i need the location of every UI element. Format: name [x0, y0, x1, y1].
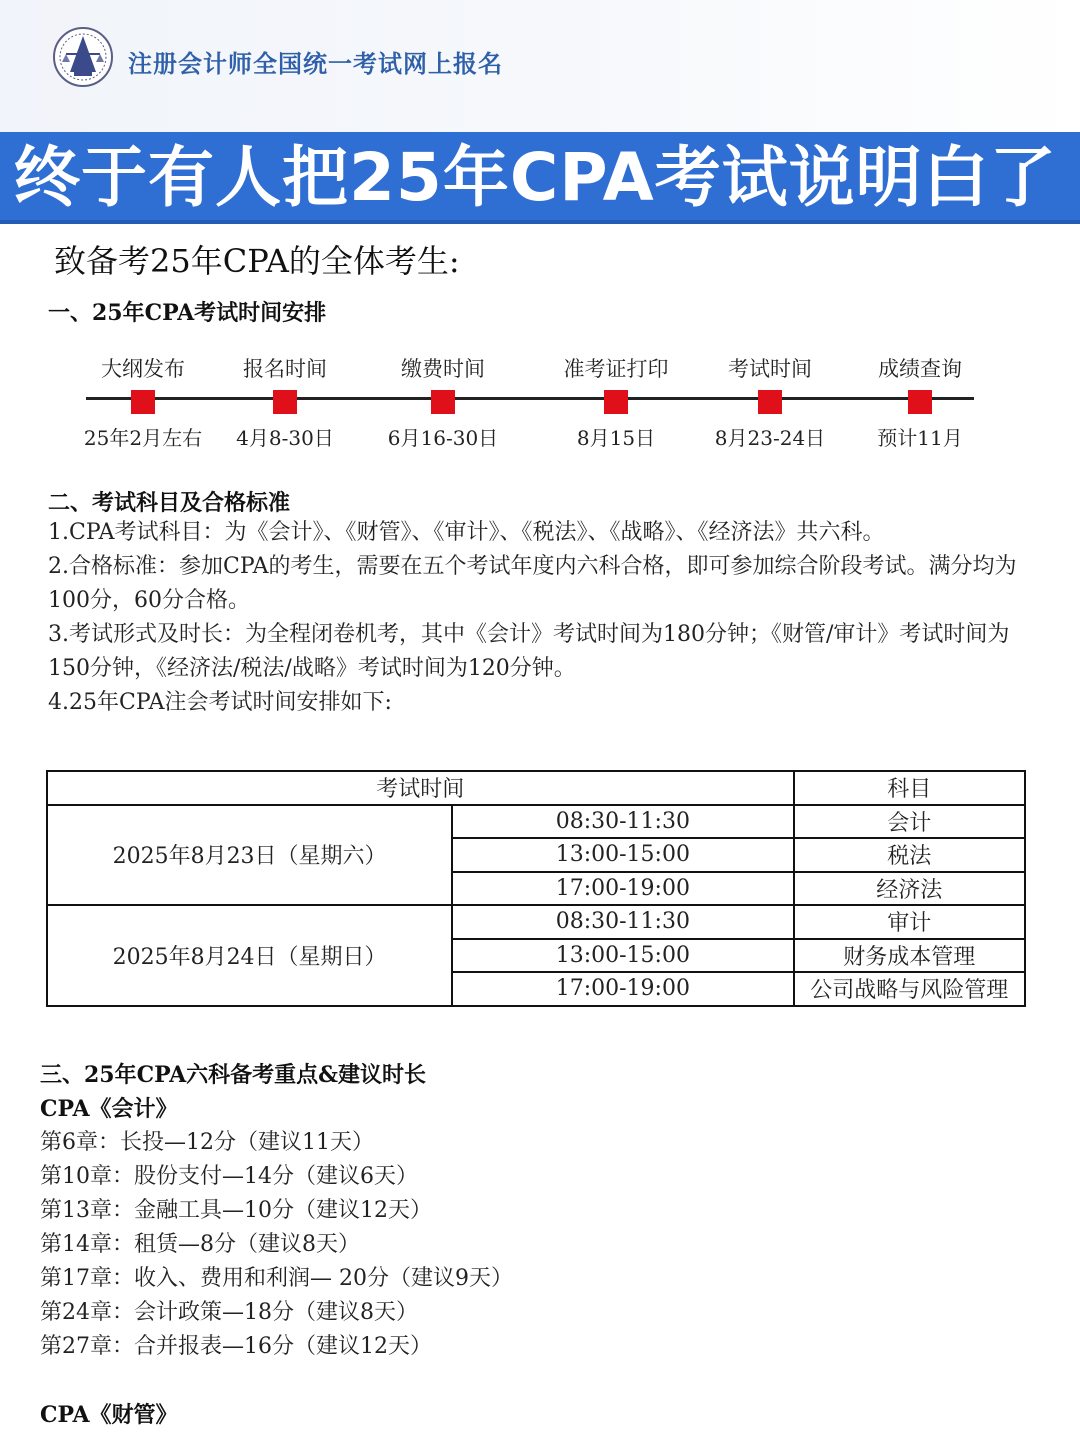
timeline-marker-icon — [273, 390, 297, 414]
time-cell: 17:00-19:00 — [452, 972, 793, 1006]
subject-cell: 经济法 — [794, 872, 1026, 906]
timeline-date: 8月23-24日 — [714, 426, 826, 450]
timeline-label: 报名时间 — [243, 357, 327, 381]
timeline-date: 25年2月左右 — [83, 426, 203, 450]
greeting: 致备考25年CPA的全体考生: — [54, 242, 460, 280]
subject-cell: 会计 — [794, 805, 1026, 839]
list-item: 第17章：收入、费用和利润— 20分（建议9天） — [40, 1266, 513, 1291]
section2-title: 二、考试科目及合格标准 — [48, 490, 291, 516]
timeline-marker-icon — [431, 390, 455, 414]
list-item: 第24章：会计政策—18分（建议8天） — [40, 1300, 418, 1325]
section3-title: 三、25年CPA六科备考重点&建议时长 — [40, 1062, 426, 1088]
section3 — [40, 1058, 1040, 1432]
timeline-item — [368, 354, 518, 451]
header-subject: 科目 — [794, 771, 1026, 805]
section2-paragraphs — [48, 516, 1033, 720]
accounting-title: CPA《会计》 — [40, 1096, 178, 1122]
timeline-date: 8月15日 — [576, 426, 656, 450]
timeline-date: 4月8-30日 — [236, 426, 334, 450]
day-cell: 2025年8月24日（星期日） — [47, 905, 452, 1006]
exam-schedule-table — [46, 770, 1026, 1007]
paragraph-format: 3.考试形式及时长：为全程闭卷机考，其中《会计》考试时间为180分钟；《财管/审计》考试时间为150分钟，《经济法/税法/战略》考试时间为120分钟。 — [48, 622, 1010, 681]
list-item: 第10章：股份支付—14分（建议6天） — [40, 1164, 418, 1189]
time-cell: 17:00-19:00 — [452, 872, 793, 906]
timeline-item — [695, 354, 845, 451]
subject-cell: 财务成本管理 — [794, 939, 1026, 973]
paragraph-standard: 2.合格标准：参加CPA的考生，需要在五个考试年度内六科合格，即可参加综合阶段考试。满分均为100分，60分合格。 — [48, 554, 1017, 613]
accounting-list — [40, 1126, 1040, 1364]
paragraph-schedule-intro: 4.25年CPA注会考试时间安排如下: — [48, 690, 392, 715]
list-item: 第6章：长投—12分（建议11天） — [40, 1130, 374, 1155]
timeline-marker-icon — [908, 390, 932, 414]
timeline-marker-icon — [604, 390, 628, 414]
header-exam-time: 考试时间 — [47, 771, 794, 805]
timeline-label: 缴费时间 — [401, 357, 485, 381]
time-cell: 08:30-11:30 — [452, 805, 793, 839]
timeline-marker-icon — [131, 390, 155, 414]
timeline-item — [68, 354, 218, 451]
timeline-label: 考试时间 — [728, 357, 812, 381]
timeline-label: 准考证打印 — [563, 357, 669, 381]
subject-cell: 税法 — [794, 838, 1026, 872]
banner-title: 终于有人把25年CPA考试说明白了 — [14, 139, 1057, 216]
finance-title: CPA《财管》 — [40, 1402, 178, 1428]
list-item: 第13章：金融工具—10分（建议12天） — [40, 1198, 432, 1223]
time-cell: 08:30-11:30 — [452, 905, 793, 939]
list-item: 第27章：合并报表—16分（建议12天） — [40, 1334, 432, 1359]
timeline-date: 预计11月 — [877, 426, 963, 450]
section1-title: 一、25年CPA考试时间安排 — [48, 300, 327, 326]
timeline-label: 大纲发布 — [101, 357, 185, 381]
table-row — [47, 805, 1025, 839]
time-cell: 13:00-15:00 — [452, 939, 793, 973]
cicpa-logo-icon — [52, 26, 114, 88]
timeline-label: 成绩查询 — [878, 357, 962, 381]
table-row — [47, 905, 1025, 939]
brand-name: 注册会计师全国统一考试网上报名 — [128, 50, 503, 78]
time-cell: 13:00-15:00 — [452, 838, 793, 872]
table-header-row — [47, 771, 1025, 805]
subject-cell: 审计 — [794, 905, 1026, 939]
timeline-marker-icon — [758, 390, 782, 414]
timeline-item — [845, 354, 995, 451]
timeline-item — [210, 354, 360, 451]
list-item: 第14章：租赁—8分（建议8天） — [40, 1232, 360, 1257]
timeline-item — [541, 354, 691, 451]
day-cell: 2025年8月23日（星期六） — [47, 805, 452, 906]
timeline-date: 6月16-30日 — [387, 426, 499, 450]
subject-cell: 公司战略与风险管理 — [794, 972, 1026, 1006]
paragraph-subjects: 1.CPA考试科目：为《会计》、《财管》、《审计》、《税法》、《战略》、《经济法》共六科。 — [48, 520, 885, 545]
